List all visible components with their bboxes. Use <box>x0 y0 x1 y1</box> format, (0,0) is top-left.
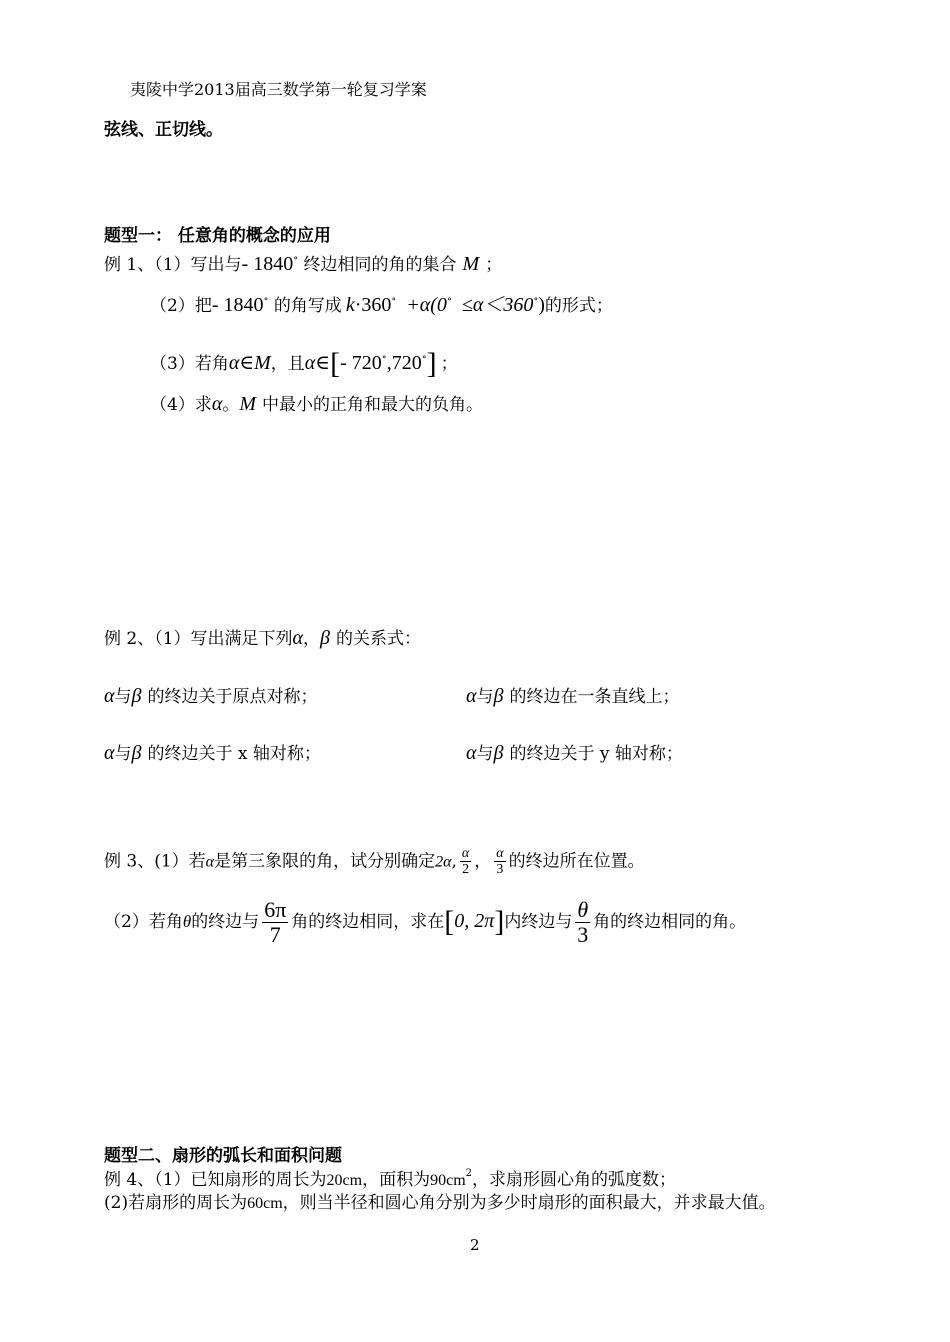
ex1-p2-text-a: （2）把 <box>150 296 212 316</box>
ex1-p4-text-c: 中最小的正角和最大的负角。 <box>262 395 483 415</box>
ex1-p3-text-a: （3）若角 <box>150 354 229 374</box>
ex1-p2-360: ·360∘ <box>354 294 397 316</box>
page-header: 夷陵中学2013届高三数学第一轮复习学案 <box>130 80 427 99</box>
ex2-c2-beta: β <box>493 685 504 707</box>
ex1-p3-range: - 720 <box>340 352 382 374</box>
section1-title: 题型一： 任意角的概念的应用 <box>104 226 331 246</box>
ex4-p2-v: 60cm <box>247 1195 283 1212</box>
ex2-intro-comma: ， <box>303 629 321 649</box>
ex4-p1-c: ，求扇形圆心角的弧度数； <box>472 1170 677 1190</box>
ex2-case3 <box>104 741 321 765</box>
ex4-p2-a: (2)若扇形的周长为 <box>104 1193 248 1213</box>
ex2-case1 <box>104 684 317 708</box>
section2-title: 题型二、扇形的弧长和面积问题 <box>104 1146 342 1166</box>
ex3-p1-alpha: α <box>205 853 215 871</box>
ex1-p1-text-c: ； <box>485 255 503 275</box>
ex3-part1 <box>104 846 645 878</box>
ex2-c2-with: 与 <box>476 687 494 707</box>
ex4-p1-v1: 20cm <box>326 1172 363 1189</box>
ex1-p3-range-high: ,720∘ <box>386 352 427 374</box>
ex1-p2-text-b: 的角写成 <box>273 296 342 316</box>
ex3-p1-b: 是第三象限的角，试分别确定 <box>214 851 436 872</box>
page-number: 2 <box>470 1236 480 1254</box>
theta-over-3 <box>575 898 590 947</box>
ex2-c4-beta: β <box>493 742 504 764</box>
ex2-c4-with: 与 <box>476 744 494 764</box>
ex2-c1-beta: β <box>131 685 142 707</box>
ex1-p1-M: M <box>462 253 480 275</box>
ex2-c1-alpha: α <box>104 685 115 707</box>
right-bracket: ] <box>426 347 437 380</box>
ex2-c1-with: 与 <box>114 687 132 707</box>
ex2-c4-alpha: α <box>466 742 477 764</box>
ex1-p2-value: - 1840∘ <box>211 294 269 316</box>
ex1-p4-text-b: 。 <box>222 395 240 415</box>
ex1-p3-text-b: ，且 <box>270 354 305 374</box>
ex2-case2 <box>466 684 679 708</box>
ex2-c4-text: 的终边关于 y 轴对称； <box>509 744 683 764</box>
ex3-p1-comma: , <box>451 851 457 872</box>
ex1-p1-text-a: 例 1、（1）写出与 <box>104 255 242 275</box>
ex3-part2 <box>104 898 746 947</box>
ex1-part4 <box>150 392 483 416</box>
ex3-p1-c: 的终边所在位置。 <box>508 851 645 872</box>
ex1-p3-range-low: - 720∘ <box>340 352 387 374</box>
ex4-p2-b: ，则当半径和圆心角分别为多少时扇形的面积最大，并求最大值。 <box>282 1193 776 1213</box>
ex2-c3-text: 的终边关于 x 轴对称； <box>147 744 321 764</box>
ex1-p2-k: k <box>345 294 355 316</box>
alpha-over-3-den: 3 <box>496 862 504 878</box>
ex1-p4-alpha: α <box>211 393 223 415</box>
alpha-over-3-num: α <box>496 846 504 861</box>
ex3-p2-a: （2）若角 <box>104 912 183 933</box>
six-pi-over-7-num: 6π <box>264 897 287 922</box>
ex2-case4 <box>466 741 683 765</box>
ex4-p1-v2: 90cm <box>430 1172 466 1189</box>
ex1-p1-text-b: 终边相同的角的集合 <box>303 255 457 275</box>
ex1-p2-val: - 1840 <box>211 294 264 316</box>
ex1-p2-plus: +α(0 <box>406 294 447 316</box>
ex3-p1-comma2: ， <box>474 851 492 872</box>
ex2-c2-text: 的终边在一条直线上； <box>509 687 680 707</box>
ex2-intro-a: 例 2、（1）写出满足下列 <box>104 629 293 649</box>
six-pi-over-7-den: 7 <box>269 922 281 948</box>
alpha-over-2-num: α <box>461 846 470 861</box>
ex3-p2-interval: 0, 2π <box>454 910 495 933</box>
alpha-over-2-den: 2 <box>462 862 470 878</box>
six-pi-over-7 <box>262 898 288 947</box>
ex1-p4-text-a: （4）求 <box>150 395 212 415</box>
ex4-part1 <box>104 1168 676 1190</box>
ex4-p1-sup: 2 <box>465 1168 473 1179</box>
ex2-intro <box>104 626 421 650</box>
ex1-p3-in: ∈M <box>239 352 271 374</box>
ex1-p2-close: ) <box>538 294 545 316</box>
ex3-p1-2alpha: 2α <box>435 853 452 871</box>
ex3-p2-e: 角的终边相同的角。 <box>593 912 747 933</box>
ex2-intro-beta: β <box>320 627 331 649</box>
ex3-p1-a: 例 3、(1）若 <box>104 851 206 872</box>
ex1-p2-text-c: 的形式； <box>544 296 613 316</box>
ex1-part1 <box>104 252 502 276</box>
alpha-over-2 <box>460 846 471 878</box>
ex3-p2-theta: θ <box>182 912 192 932</box>
ex1-p4-M: M <box>239 393 256 415</box>
intro-line: 弦线、正切线。 <box>104 120 223 140</box>
ex2-c3-alpha: α <box>104 742 115 764</box>
interval-right-bracket: ] <box>494 905 505 939</box>
alpha-over-3 <box>494 846 505 878</box>
ex2-intro-b: 的关系式： <box>336 629 422 649</box>
ex4-part2 <box>104 1193 776 1213</box>
theta-over-3-den: 3 <box>577 922 589 948</box>
ex3-p2-b: 的终边与 <box>191 912 260 933</box>
ex1-p3-text-c: ； <box>440 354 458 374</box>
ex1-p1-val: - 1840 <box>241 253 294 275</box>
ex2-c3-with: 与 <box>114 744 132 764</box>
ex1-part3 <box>150 346 458 382</box>
ex3-p2-c: 角的终边相同，求在 <box>291 912 445 933</box>
ex2-intro-alpha: α <box>292 627 304 649</box>
left-bracket: [ <box>330 347 341 380</box>
ex1-p2-le: ≤α＜360 <box>461 294 534 316</box>
ex2-c1-text: 的终边关于原点对称； <box>147 687 318 707</box>
ex4-p1-b: ，面积为 <box>362 1170 431 1190</box>
ex1-p3-alpha: α <box>228 352 240 374</box>
theta-over-3-num: θ <box>577 897 589 922</box>
ex1-p1-value: - 1840∘ <box>241 253 299 275</box>
ex3-p2-d: 内终边与 <box>504 912 573 933</box>
ex1-p3-range2: ,720 <box>386 352 422 374</box>
ex2-c2-alpha: α <box>466 685 477 707</box>
ex1-p3-alpha2: α∈ <box>304 352 331 374</box>
ex2-c3-beta: β <box>131 742 142 764</box>
ex4-p1-a: 例 4、（1）已知扇形的周长为 <box>104 1170 327 1190</box>
ex1-part2: （2）把- 1840∘ 的角写成 k·360∘ +α(0∘ ≤α＜360∘)的形式； <box>150 294 613 316</box>
ex1-p2-dot360: ·360 <box>354 294 392 316</box>
interval-left-bracket: [ <box>444 905 455 939</box>
